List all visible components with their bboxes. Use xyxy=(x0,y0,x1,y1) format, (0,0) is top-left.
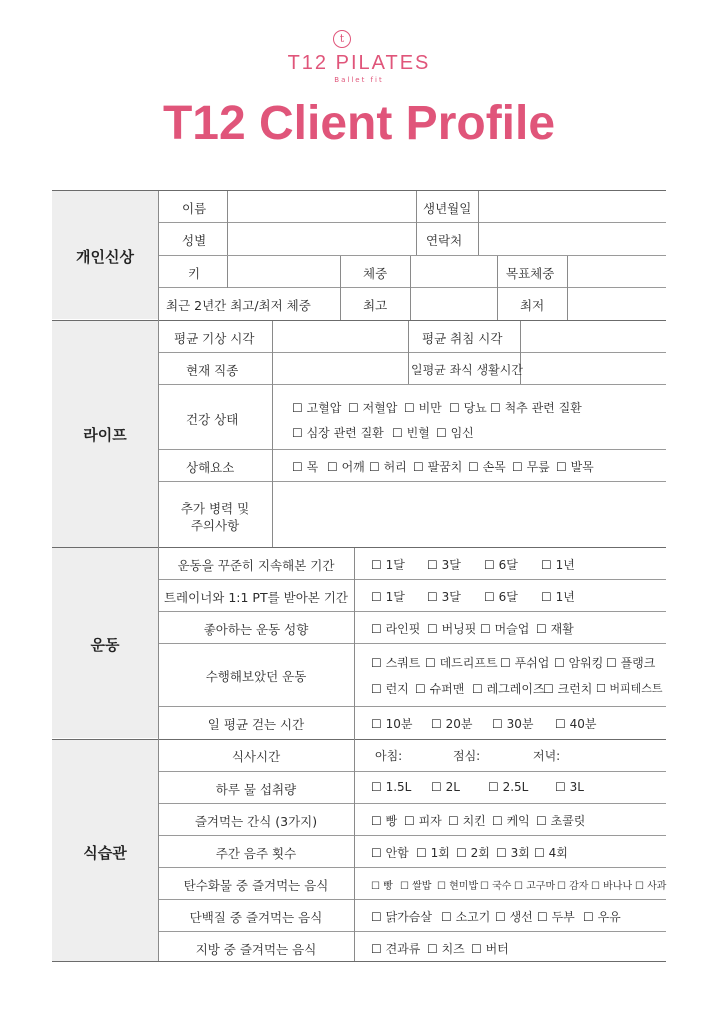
cell-divider xyxy=(340,288,341,320)
health-option[interactable]: ☐ 척추 관련 질환 xyxy=(490,401,582,415)
done-option[interactable]: ☐ 런지 xyxy=(371,682,409,696)
duration-option[interactable]: ☐ 6달 xyxy=(484,558,518,572)
health-option[interactable]: ☐ 당뇨 xyxy=(449,401,487,415)
row-line xyxy=(158,579,666,580)
row-line xyxy=(158,481,666,482)
cell-divider xyxy=(410,256,411,288)
snack-label: 즐겨먹는 간식 (3가지) xyxy=(194,814,318,829)
walk-option[interactable]: ☐ 40분 xyxy=(555,717,597,731)
carb-food-label: 탄수화물 중 즐겨먹는 음식 xyxy=(183,878,329,893)
section-divider xyxy=(52,739,666,740)
cell-divider xyxy=(416,223,417,255)
fat-option[interactable]: ☐ 버터 xyxy=(471,942,509,956)
cell-divider xyxy=(354,548,355,961)
cell-divider xyxy=(416,191,417,223)
cell-divider xyxy=(497,288,498,320)
duration-option[interactable]: ☐ 3달 xyxy=(427,558,461,572)
drink-option[interactable]: ☐ 4회 xyxy=(534,846,568,860)
preference-option[interactable]: ☐ 재활 xyxy=(536,622,574,636)
health-label: 건강 상태 xyxy=(186,412,239,427)
water-option[interactable]: ☐ 2L xyxy=(431,780,460,794)
section-exercise-title: 운동 xyxy=(90,636,120,654)
exercise-duration-label: 운동을 꾸준히 지속해본 기간 xyxy=(177,558,335,573)
done-option[interactable]: ☐ 크런치 xyxy=(543,682,593,696)
row-line xyxy=(158,287,666,288)
fat-option[interactable]: ☐ 견과류 xyxy=(371,942,421,956)
carb-option[interactable]: ☐ 고구마 xyxy=(514,881,556,892)
pt-option[interactable]: ☐ 1달 xyxy=(371,590,405,604)
cell-divider xyxy=(478,223,479,255)
section-divider xyxy=(52,547,666,548)
fat-food-label: 지방 중 즐겨먹는 음식 xyxy=(195,942,317,957)
max-weight-label: 최고 xyxy=(363,298,388,313)
cell-divider xyxy=(227,223,228,255)
injury-option[interactable]: ☐ 팔꿈치 xyxy=(413,460,463,474)
target-weight-label: 목표체중 xyxy=(506,266,555,281)
carb-option[interactable]: ☐ 현미밥 xyxy=(437,881,479,892)
brand-emblem: t xyxy=(333,30,351,48)
drink-option[interactable]: ☐ 3회 xyxy=(496,846,530,860)
cell-divider xyxy=(410,288,411,320)
pt-option[interactable]: ☐ 1년 xyxy=(541,590,575,604)
height-label: 키 xyxy=(188,266,201,281)
protein-option[interactable]: ☐ 소고기 xyxy=(441,910,491,924)
protein-option[interactable]: ☐ 두부 xyxy=(537,910,575,924)
row-line xyxy=(158,867,666,868)
injury-option[interactable]: ☐ 목 xyxy=(292,460,319,474)
birth-label: 생년월일 xyxy=(423,201,472,216)
cell-divider xyxy=(227,256,228,288)
water-option[interactable]: ☐ 1.5L xyxy=(371,780,412,794)
preference-option[interactable]: ☐ 라인핏 xyxy=(371,622,421,636)
job-label: 현재 직종 xyxy=(186,363,239,378)
done-option[interactable]: ☐ 스쿼트 xyxy=(371,656,421,670)
sleep-label: 평균 취침 시각 xyxy=(422,331,503,346)
fat-option[interactable]: ☐ 치즈 xyxy=(427,942,465,956)
done-option[interactable]: ☐ 슈퍼맨 xyxy=(415,682,465,696)
row-line xyxy=(158,384,666,385)
cell-divider xyxy=(227,191,228,223)
page-title: T12 Client Profile xyxy=(162,97,556,150)
duration-option[interactable]: ☐ 1년 xyxy=(541,558,575,572)
protein-option[interactable]: ☐ 닭가슴살 xyxy=(371,910,432,924)
protein-food-label: 단백질 중 즐겨먹는 음식 xyxy=(189,910,323,925)
preference-option[interactable]: ☐ 버닝핏 xyxy=(427,622,477,636)
walk-option[interactable]: ☐ 30분 xyxy=(492,717,534,731)
row-line xyxy=(158,706,666,707)
done-option[interactable]: ☐ 푸쉬업 xyxy=(500,656,550,670)
snack-option[interactable]: ☐ 케익 xyxy=(492,814,530,828)
carb-option[interactable]: ☐ 감자 xyxy=(557,881,589,892)
done-option[interactable]: ☐ 데드리프트 xyxy=(425,656,498,670)
done-option[interactable]: ☐ 플랭크 xyxy=(606,656,656,670)
wake-label: 평균 기상 시각 xyxy=(174,331,255,346)
meal-lunch[interactable]: 점심: xyxy=(453,749,481,763)
done-option[interactable]: ☐ 레그레이즈 xyxy=(472,682,545,696)
cell-divider xyxy=(272,321,273,547)
cell-divider xyxy=(340,256,341,288)
cell-divider xyxy=(567,288,568,320)
drink-option[interactable]: ☐ 2회 xyxy=(456,846,490,860)
section-life-title: 라이프 xyxy=(83,426,127,444)
meal-breakfast[interactable]: 아침: xyxy=(375,749,403,763)
row-line xyxy=(158,931,666,932)
health-option[interactable]: ☐ 저혈압 xyxy=(348,401,398,415)
snack-option[interactable]: ☐ 피자 xyxy=(404,814,442,828)
row-line xyxy=(158,255,666,256)
name-label: 이름 xyxy=(182,201,207,216)
injury-label: 상해요소 xyxy=(186,460,235,475)
cell-divider xyxy=(567,256,568,288)
cell-divider xyxy=(497,256,498,288)
water-intake-label: 하루 물 섭취량 xyxy=(215,782,297,797)
walk-option[interactable]: ☐ 20분 xyxy=(431,717,473,731)
cell-divider xyxy=(478,191,479,223)
walk-time-label: 일 평균 걷는 시간 xyxy=(207,717,305,732)
meal-time-label: 식사시간 xyxy=(231,749,281,764)
protein-option[interactable]: ☐ 우유 xyxy=(583,910,621,924)
pt-option[interactable]: ☐ 3달 xyxy=(427,590,461,604)
carb-option[interactable]: ☐ 빵 xyxy=(371,881,393,892)
health-option[interactable]: ☐ 빈혈 xyxy=(392,426,430,440)
water-option[interactable]: ☐ 3L xyxy=(555,780,584,794)
injury-option[interactable]: ☐ 무릎 xyxy=(512,460,550,474)
row-line xyxy=(158,222,666,223)
preference-label: 좋아하는 운동 성향 xyxy=(203,622,309,637)
drink-option[interactable]: ☐ 1회 xyxy=(416,846,450,860)
row-line xyxy=(158,643,666,644)
sitting-label: 일평균 좌식 생활시간 xyxy=(411,363,523,377)
brand-name: T12 PILATES xyxy=(287,52,431,74)
snack-option[interactable]: ☐ 치킨 xyxy=(448,814,486,828)
row-line xyxy=(158,352,666,353)
row-line xyxy=(158,611,666,612)
preference-option[interactable]: ☐ 머슬업 xyxy=(480,622,530,636)
duration-option[interactable]: ☐ 1달 xyxy=(371,558,405,572)
snack-option[interactable]: ☐ 빵 xyxy=(371,814,398,828)
injury-option[interactable]: ☐ 손목 xyxy=(468,460,506,474)
table-top-border xyxy=(52,190,666,191)
row-line xyxy=(158,803,666,804)
pt-option[interactable]: ☐ 6달 xyxy=(484,590,518,604)
pt-duration-label: 트레이너와 1:1 PT를 받아본 기간 xyxy=(163,590,348,605)
cell-divider xyxy=(408,321,409,384)
done-option[interactable]: ☐ 암워킹 xyxy=(554,656,604,670)
table-bottom-border xyxy=(52,961,666,962)
row-line xyxy=(158,835,666,836)
snack-option[interactable]: ☐ 초콜릿 xyxy=(536,814,586,828)
history-label-line1: 추가 병력 및 xyxy=(180,501,250,516)
injury-option[interactable]: ☐ 허리 xyxy=(369,460,407,474)
drink-frequency-label: 주간 음주 횟수 xyxy=(215,846,297,861)
carb-option[interactable]: ☐ 바나나 xyxy=(591,881,633,892)
health-option[interactable]: ☐ 비만 xyxy=(404,401,442,415)
contact-label: 연락처 xyxy=(426,233,463,248)
walk-option[interactable]: ☐ 10분 xyxy=(371,717,413,731)
health-option[interactable]: ☐ 임신 xyxy=(436,426,474,440)
injury-option[interactable]: ☐ 어깨 xyxy=(327,460,365,474)
recent-weight-label: 최근 2년간 최고/최저 체중 xyxy=(166,298,311,313)
protein-option[interactable]: ☐ 생선 xyxy=(495,910,533,924)
min-weight-label: 최저 xyxy=(520,298,545,313)
done-exercise-label: 수행해보았던 운동 xyxy=(205,669,307,684)
carb-option[interactable]: ☐ 국수 xyxy=(480,881,512,892)
row-line xyxy=(158,771,666,772)
drink-option[interactable]: ☐ 안함 xyxy=(371,846,409,860)
carb-option[interactable]: ☐ 쌀밥 xyxy=(400,881,432,892)
brand-tagline: Ballet fit xyxy=(334,76,384,84)
section-diet-title: 식습관 xyxy=(83,844,127,862)
meal-dinner[interactable]: 저녁: xyxy=(533,749,561,763)
weight-label: 체중 xyxy=(363,266,388,281)
injury-option[interactable]: ☐ 발목 xyxy=(556,460,594,474)
done-option[interactable]: ☐ 버피테스트 xyxy=(596,682,663,695)
section-divider xyxy=(52,320,666,321)
section-personal-title: 개인신상 xyxy=(76,248,134,266)
water-option[interactable]: ☐ 2.5L xyxy=(488,780,529,794)
health-option[interactable]: ☐ 고혈압 xyxy=(292,401,342,415)
row-line xyxy=(158,899,666,900)
history-label-line2: 주의사항 xyxy=(190,518,240,533)
gender-label: 성별 xyxy=(182,233,207,248)
carb-option[interactable]: ☐ 사과 xyxy=(635,881,667,892)
row-line xyxy=(158,449,666,450)
health-option[interactable]: ☐ 심장 관련 질환 xyxy=(292,426,384,440)
